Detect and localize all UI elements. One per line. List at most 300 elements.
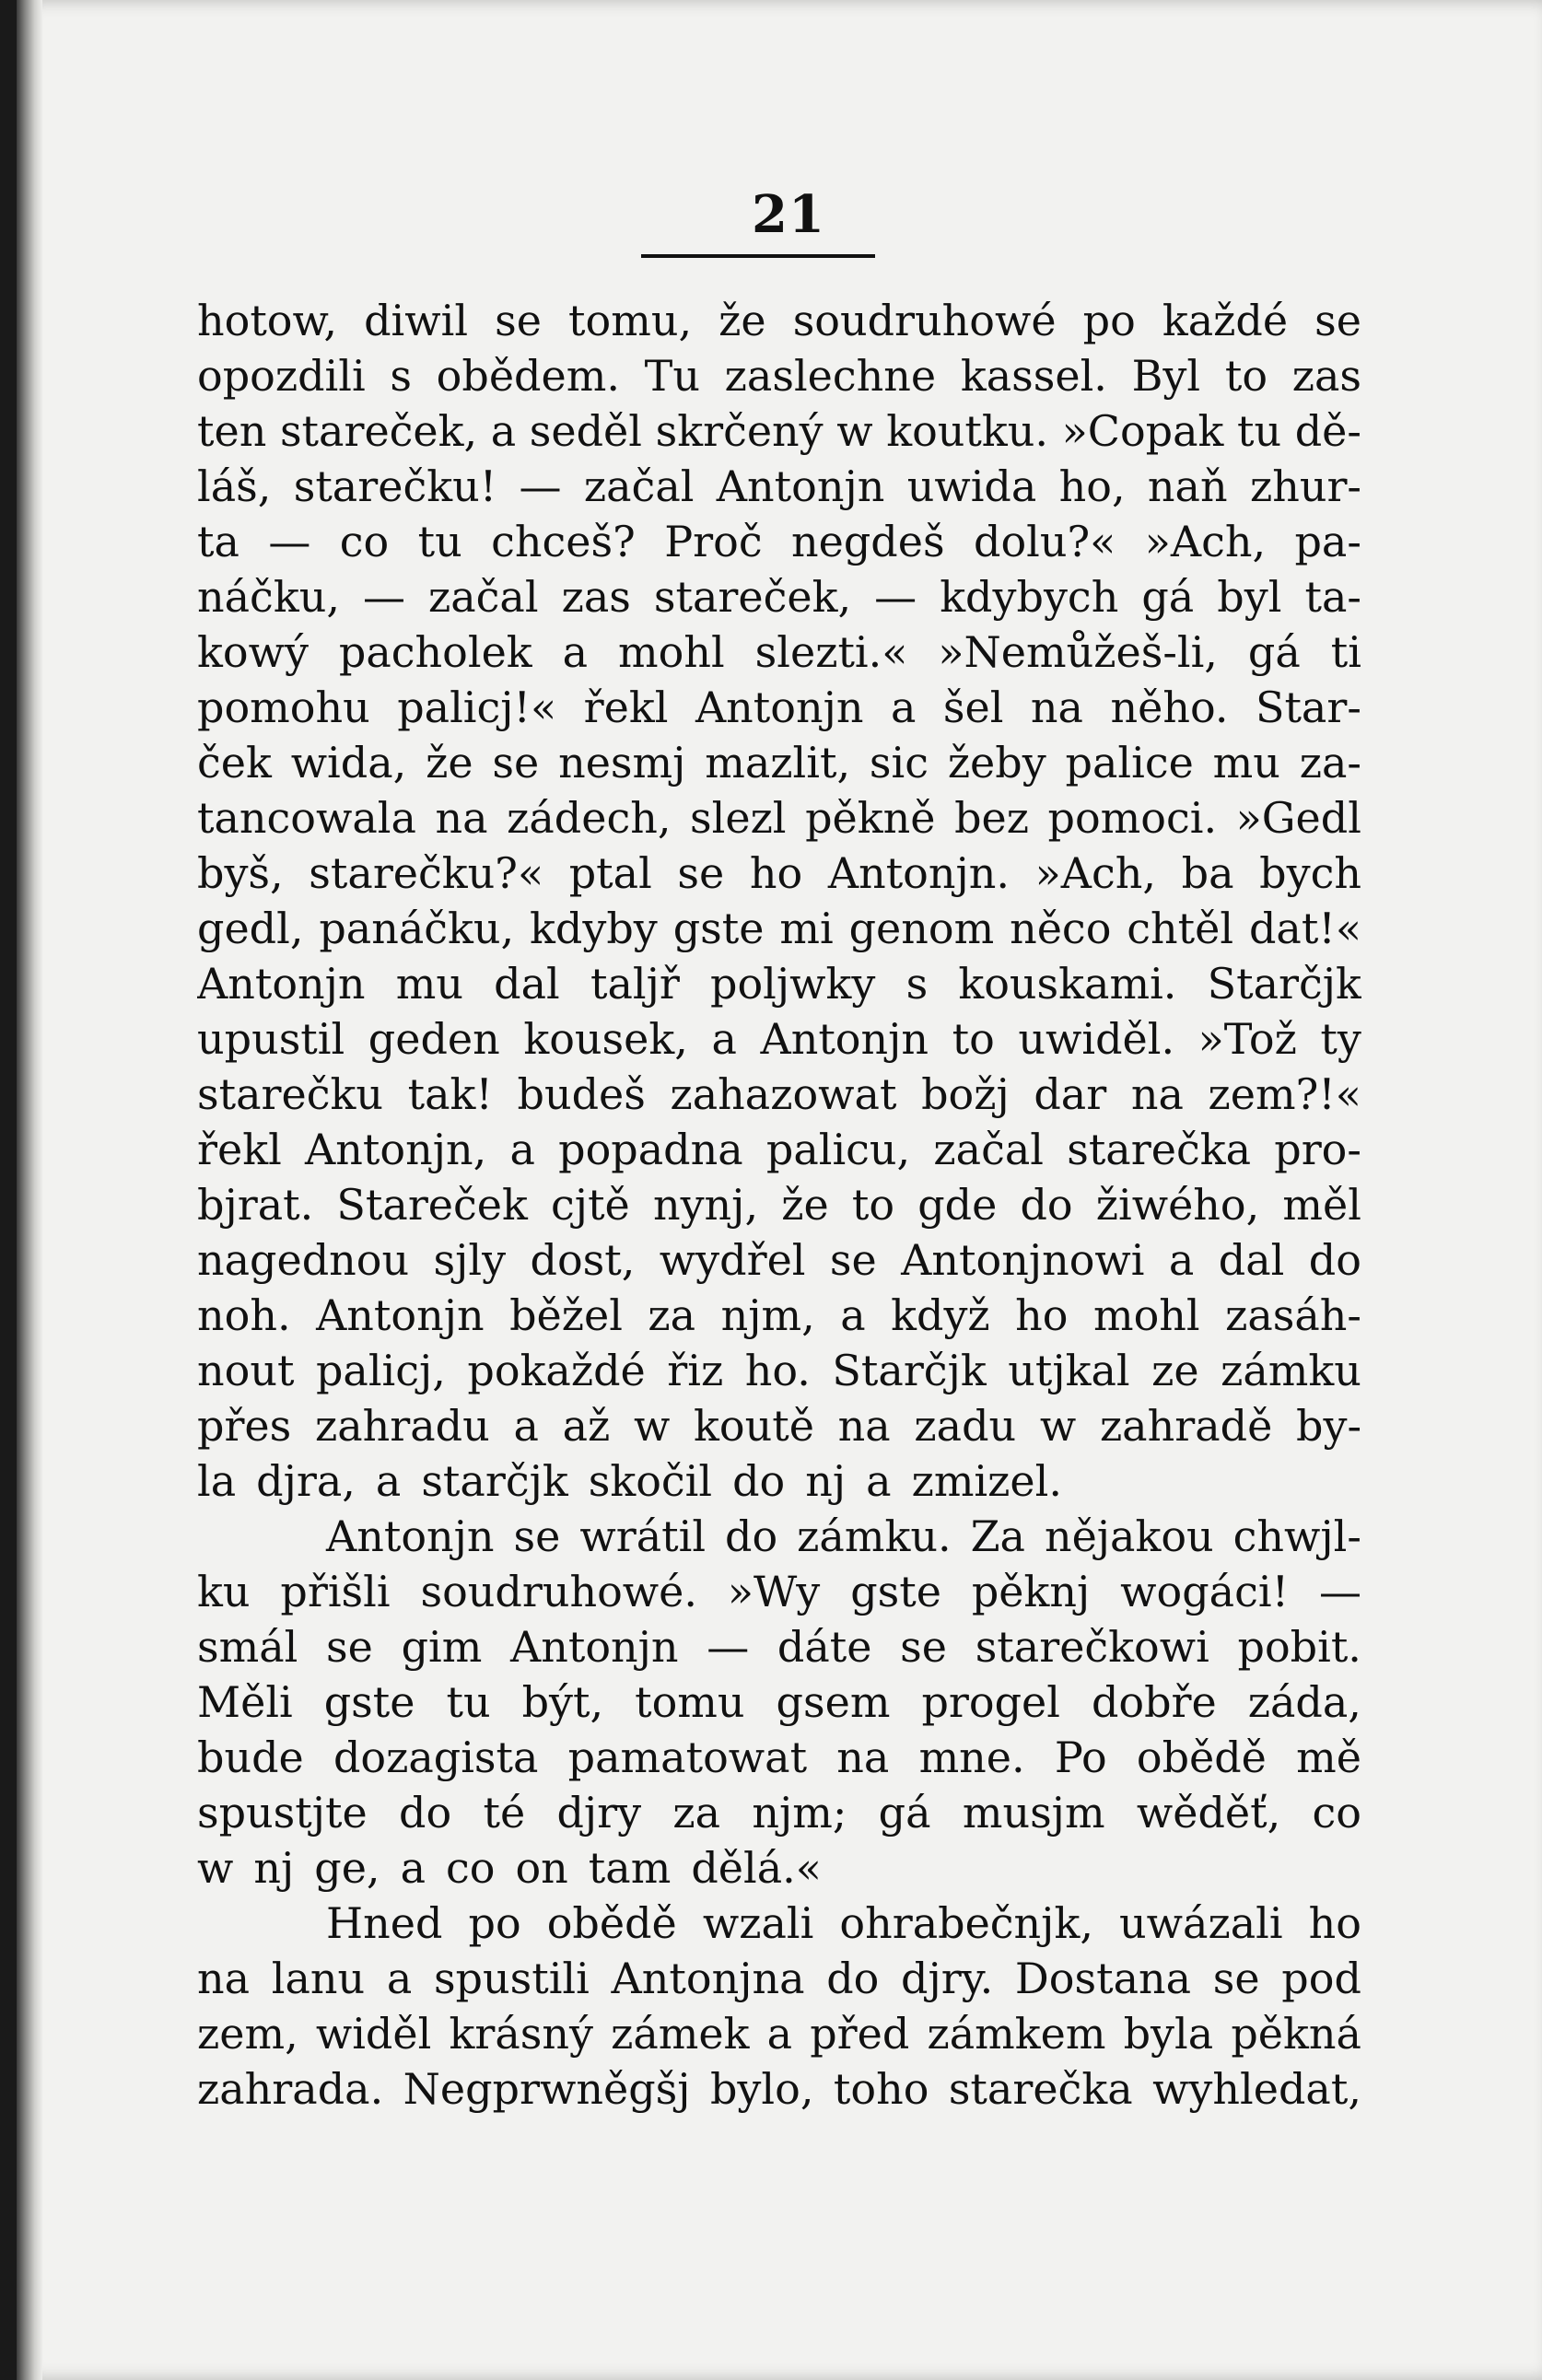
word: on (515, 1843, 568, 1893)
body-text (197, 293, 1361, 2117)
word: wěděť, (1136, 1788, 1281, 1838)
word: co (446, 1843, 496, 1893)
text-line (197, 1785, 1361, 1840)
page-number-rule (641, 254, 875, 258)
word: běžel (509, 1290, 623, 1340)
word: ten (197, 406, 267, 456)
word: až (562, 1401, 611, 1451)
book-page (17, 0, 1542, 2380)
word: zasáh- (1225, 1290, 1361, 1340)
text-line (197, 2061, 1361, 2117)
word: dobře (1091, 1677, 1217, 1727)
text-line (197, 514, 1361, 569)
word: a (766, 2009, 793, 2059)
word: wida, (290, 738, 407, 788)
word: tu (446, 1677, 491, 1727)
word: dal (494, 959, 560, 1009)
word: ti (1330, 627, 1361, 677)
word: že (781, 1180, 829, 1230)
word: widěl (315, 2009, 432, 2059)
word: soudruhowé (792, 296, 1057, 345)
word: pomohu (197, 682, 370, 732)
word: chceš? (491, 517, 636, 566)
text-line (197, 1011, 1361, 1067)
word: Hned (326, 1898, 443, 1948)
word: »Ach, (1034, 848, 1157, 898)
text-line (197, 956, 1361, 1011)
text-line (197, 1730, 1361, 1785)
word: Antonjn (510, 1622, 679, 1672)
word: a (513, 1401, 539, 1451)
word: dě- (1294, 406, 1361, 456)
word: nout (197, 1346, 295, 1395)
word: ho (1015, 1290, 1069, 1340)
text-line (197, 1896, 1361, 1951)
word: ty (1320, 1014, 1361, 1064)
word: že (426, 738, 473, 788)
word: obědě (546, 1898, 677, 1948)
word: řekl (583, 682, 669, 732)
word: se (900, 1622, 948, 1672)
word: seděl (529, 406, 642, 456)
word: gsem (776, 1677, 891, 1727)
word: zámkem (927, 2009, 1106, 2059)
word: na (435, 793, 488, 843)
word: Antonjn (716, 461, 885, 511)
text-line (197, 1453, 1361, 1509)
word: tam (588, 1843, 672, 1893)
word: nějakou (1044, 1511, 1214, 1561)
text-line (197, 2006, 1361, 2061)
word: gste (323, 1677, 415, 1727)
word: slezl (690, 793, 787, 843)
word: wydřel (659, 1235, 806, 1285)
word: ta- (1304, 572, 1361, 622)
word: wogáci! (1120, 1567, 1290, 1616)
word: cjtě (551, 1180, 630, 1230)
word: něco (1010, 904, 1112, 953)
text-line (197, 348, 1361, 403)
word: na (1130, 1069, 1184, 1119)
word: djry. (901, 1954, 994, 2003)
word: přišli (280, 1567, 391, 1616)
word: Antonjn (197, 959, 366, 1009)
word: se (495, 296, 542, 345)
word: byl (1217, 572, 1282, 622)
word: se (1212, 1954, 1260, 2003)
word: spustili (433, 1954, 590, 2003)
word: a (866, 1456, 892, 1506)
word: ho (1308, 1898, 1361, 1948)
word: Byl (1131, 351, 1201, 401)
word: zahradě (1099, 1401, 1273, 1451)
word: gá (878, 1788, 931, 1838)
text-line (197, 1398, 1361, 1453)
word: Antonjnowi (901, 1235, 1145, 1285)
word: pokaždé (467, 1346, 646, 1395)
word: s (390, 351, 412, 401)
word: Star- (1255, 682, 1361, 732)
word: na (837, 1401, 891, 1451)
word: se (492, 738, 540, 788)
word: na (197, 1954, 251, 2003)
word: smál (197, 1622, 298, 1672)
word: wzali (702, 1898, 814, 1948)
word: pobit. (1237, 1622, 1361, 1672)
word: na (1030, 682, 1083, 732)
word: w (197, 1843, 234, 1893)
word: dělá.« (691, 1843, 822, 1893)
word: palicj!« (397, 682, 557, 732)
word: Antonjn, (305, 1125, 487, 1174)
word: pěkně (805, 793, 936, 843)
word: mi (779, 904, 834, 953)
word: kousek, (523, 1014, 688, 1064)
word: a (840, 1290, 866, 1340)
text-line (197, 1343, 1361, 1398)
word: pomoci. (1047, 793, 1218, 843)
word: tak! (407, 1069, 493, 1119)
word: obědem. (436, 351, 620, 401)
word: w (633, 1401, 671, 1451)
word: řekl (197, 1125, 282, 1174)
word: zem?!« (1208, 1069, 1361, 1119)
word: zmizel. (911, 1456, 1062, 1506)
word: — (268, 517, 311, 566)
text-line (197, 1232, 1361, 1288)
word: po (1082, 296, 1136, 345)
word: »Ach, (1144, 517, 1267, 566)
text-line (197, 1288, 1361, 1343)
word: láš, (197, 461, 272, 511)
word: božj (921, 1069, 1010, 1119)
word: s (905, 959, 929, 1009)
word: ze (1151, 1346, 1199, 1395)
word: starečka (948, 2064, 1133, 2114)
word: mohl (618, 627, 725, 677)
word: musjm (962, 1788, 1105, 1838)
word: měl (1282, 1180, 1361, 1230)
word: kowý (197, 627, 309, 677)
word: se (513, 1511, 561, 1561)
word: gá (1141, 572, 1195, 622)
word: spustjte (197, 1788, 368, 1838)
text-line (197, 569, 1361, 624)
word: zadu (914, 1401, 1017, 1451)
word: bych (1259, 848, 1361, 898)
word: palicj, (315, 1346, 446, 1395)
word: zaslechne (724, 351, 937, 401)
word: tomu, (568, 296, 693, 345)
word: a (711, 1014, 737, 1064)
word: djry (556, 1788, 642, 1838)
word: to (1224, 351, 1268, 401)
word: »Nemůžeš-li, (938, 627, 1218, 677)
word: zhur- (1249, 461, 1361, 511)
word: chtěl (1127, 904, 1234, 953)
text-line (197, 1564, 1361, 1619)
word: — (707, 1622, 750, 1672)
word: gde (917, 1180, 998, 1230)
text-line (197, 624, 1361, 680)
word: pod (1281, 1954, 1361, 2003)
word: dozagista (333, 1732, 539, 1782)
word: žeby (947, 738, 1046, 788)
word: bez (954, 793, 1029, 843)
word: záda, (1247, 1677, 1361, 1727)
word: Antonjn (326, 1511, 495, 1561)
word: a (490, 406, 517, 456)
word: mu (395, 959, 463, 1009)
word: té (483, 1788, 526, 1838)
word: — (1318, 1567, 1361, 1616)
word: na (836, 1732, 890, 1782)
word: njm; (752, 1788, 847, 1838)
word: geden (368, 1014, 500, 1064)
word: utjkal (1008, 1346, 1130, 1395)
word: djra, (256, 1456, 356, 1506)
word: by- (1296, 1401, 1361, 1451)
word: njm, (720, 1290, 815, 1340)
word: dat!« (1248, 904, 1361, 953)
word: obědě (1136, 1732, 1267, 1782)
word: Antonjn. (827, 848, 1010, 898)
word: Starčjk (832, 1346, 987, 1395)
word: pěknj (971, 1567, 1091, 1616)
word: do (826, 1954, 880, 2003)
word: zámku. (797, 1511, 952, 1561)
word: řiz (667, 1346, 724, 1395)
word: ho (749, 848, 803, 898)
word: začal (933, 1125, 1044, 1174)
word: šel (942, 682, 1004, 732)
word: starečku?« (309, 848, 544, 898)
word: Proč (664, 517, 763, 566)
text-line (197, 790, 1361, 846)
word: dar (1034, 1069, 1107, 1119)
word: naň (1147, 461, 1228, 511)
word: starečku! (293, 461, 497, 511)
book-binding (17, 0, 42, 2380)
word: nesmj (558, 738, 686, 788)
word: zahazowat (670, 1069, 897, 1119)
word: Antonjn (695, 682, 864, 732)
word: dost, (530, 1235, 636, 1285)
word: něho. (1110, 682, 1229, 732)
word: gste (672, 904, 765, 953)
word: tu (1237, 406, 1282, 456)
word: byš, (197, 848, 284, 898)
word: slezti.« (754, 627, 908, 677)
text-line (197, 1619, 1361, 1674)
word: wyhledat, (1152, 2064, 1361, 2114)
word: Měli (197, 1677, 293, 1727)
word: tu (417, 517, 462, 566)
word: se (1314, 296, 1361, 345)
word: začal (583, 461, 695, 511)
word: sjly (433, 1235, 507, 1285)
word: palice (1065, 738, 1194, 788)
word: ge, (314, 1843, 380, 1893)
word: dal (1218, 1235, 1285, 1285)
word: do (732, 1456, 786, 1506)
word: zádech, (507, 793, 672, 843)
word: stareček, (653, 572, 852, 622)
word: starčjk (421, 1456, 568, 1506)
word: »Tož (1197, 1014, 1297, 1064)
word: Tu (644, 351, 700, 401)
word: za (648, 1290, 696, 1340)
word: dolu?« (974, 517, 1116, 566)
word: do (725, 1511, 778, 1561)
word: Antonjn (316, 1290, 485, 1340)
word: Po (1054, 1732, 1107, 1782)
text-line (197, 901, 1361, 956)
word: »Wy (727, 1567, 821, 1616)
word: zas (1291, 351, 1361, 401)
word: byla (1123, 2009, 1214, 2059)
word: dáte (777, 1622, 872, 1672)
word: diwil (364, 296, 469, 345)
text-line (197, 1177, 1361, 1232)
word: nj (253, 1843, 295, 1893)
word: a (375, 1456, 402, 1506)
word: palicu, (765, 1125, 911, 1174)
word: gedl, (197, 904, 304, 953)
word: gste (850, 1567, 941, 1616)
word: to (851, 1180, 895, 1230)
word: ba (1181, 848, 1234, 898)
word: negdeš (791, 517, 945, 566)
word: před (810, 2009, 910, 2059)
word: ho. (744, 1346, 811, 1395)
word: Negprwněgšj (403, 2064, 691, 2114)
word: lanu (271, 1954, 366, 2003)
word: — (874, 572, 917, 622)
word: zahrada. (197, 2064, 384, 2114)
word: uwida (906, 461, 1037, 511)
word: skrčený (655, 406, 824, 456)
word: a (400, 1843, 426, 1893)
word: co (339, 517, 390, 566)
word: ku (197, 1567, 251, 1616)
word: pro- (1274, 1125, 1361, 1174)
word: »Copak (1061, 406, 1224, 456)
word: pa- (1294, 517, 1361, 566)
word: kassel. (960, 351, 1107, 401)
text-line (197, 1509, 1361, 1564)
word: náčku, (197, 572, 340, 622)
word: starečkowi (975, 1622, 1209, 1672)
word: genom (848, 904, 995, 953)
word: soudruhowé. (420, 1567, 697, 1616)
word: pamatowat (567, 1732, 808, 1782)
word: popadna (558, 1125, 743, 1174)
word: zámku (1221, 1346, 1361, 1395)
word: bjrat. (197, 1180, 314, 1230)
word: krásný (449, 2009, 593, 2059)
word: po (468, 1898, 521, 1948)
word: to (952, 1014, 995, 1064)
text-line (197, 1840, 1361, 1896)
word: a (890, 682, 917, 732)
text-line (197, 1951, 1361, 2006)
word: tancowala (197, 793, 416, 843)
word: kdyby (530, 904, 658, 953)
word: ptal (568, 848, 652, 898)
word: panáčku, (319, 904, 515, 953)
word: začal (428, 572, 539, 622)
word: starečka (1067, 1125, 1252, 1174)
word: gim (401, 1622, 483, 1672)
word: — (519, 461, 562, 511)
word: mne. (918, 1732, 1025, 1782)
word: nynj, (652, 1180, 759, 1230)
word: a (1168, 1235, 1195, 1285)
word: upustil (197, 1014, 345, 1064)
page-number: 21 (752, 184, 825, 245)
text-line (197, 1674, 1361, 1730)
word: za- (1299, 738, 1361, 788)
word: taljř (590, 959, 680, 1009)
word: koutku. (886, 406, 1049, 456)
word: uwiděl. (1018, 1014, 1175, 1064)
word: zas (561, 572, 631, 622)
word: opozdili (197, 351, 366, 401)
word: zem, (197, 2009, 298, 2059)
word: sic (869, 738, 929, 788)
word: starečku (197, 1069, 383, 1119)
text-line (197, 846, 1361, 901)
word: kdybych (940, 572, 1119, 622)
word: ček (197, 738, 272, 788)
word: do (399, 1788, 452, 1838)
word: mohl (1092, 1290, 1200, 1340)
word: že (718, 296, 766, 345)
word: Dostana (1014, 1954, 1192, 2003)
text-line (197, 403, 1361, 459)
text-line (197, 1067, 1361, 1122)
word: se (829, 1235, 877, 1285)
text-line (197, 459, 1361, 514)
word: — (362, 572, 405, 622)
word: nj (805, 1456, 847, 1506)
word: Antonjna (611, 1954, 805, 2003)
word: přes (197, 1401, 292, 1451)
word: Za (970, 1511, 1025, 1561)
word: a (509, 1125, 535, 1174)
word: každé (1162, 296, 1289, 345)
word: tomu (635, 1677, 745, 1727)
word: za (672, 1788, 721, 1838)
word: do (1308, 1235, 1361, 1285)
word: a (386, 1954, 413, 2003)
word: pacholek (338, 627, 532, 677)
word: zahradu (314, 1401, 490, 1451)
text-line (197, 1122, 1361, 1177)
text-line (197, 293, 1361, 348)
word: chwjl- (1232, 1511, 1361, 1561)
word: koutě (694, 1401, 814, 1451)
word: a (562, 627, 589, 677)
word: zámek (611, 2009, 750, 2059)
word: kouskami. (958, 959, 1177, 1009)
word: ohrabečnjk, (839, 1898, 1093, 1948)
word: do (1020, 1180, 1073, 1230)
word: Antonjn (760, 1014, 929, 1064)
word: ta (197, 517, 239, 566)
word: la (197, 1456, 237, 1506)
